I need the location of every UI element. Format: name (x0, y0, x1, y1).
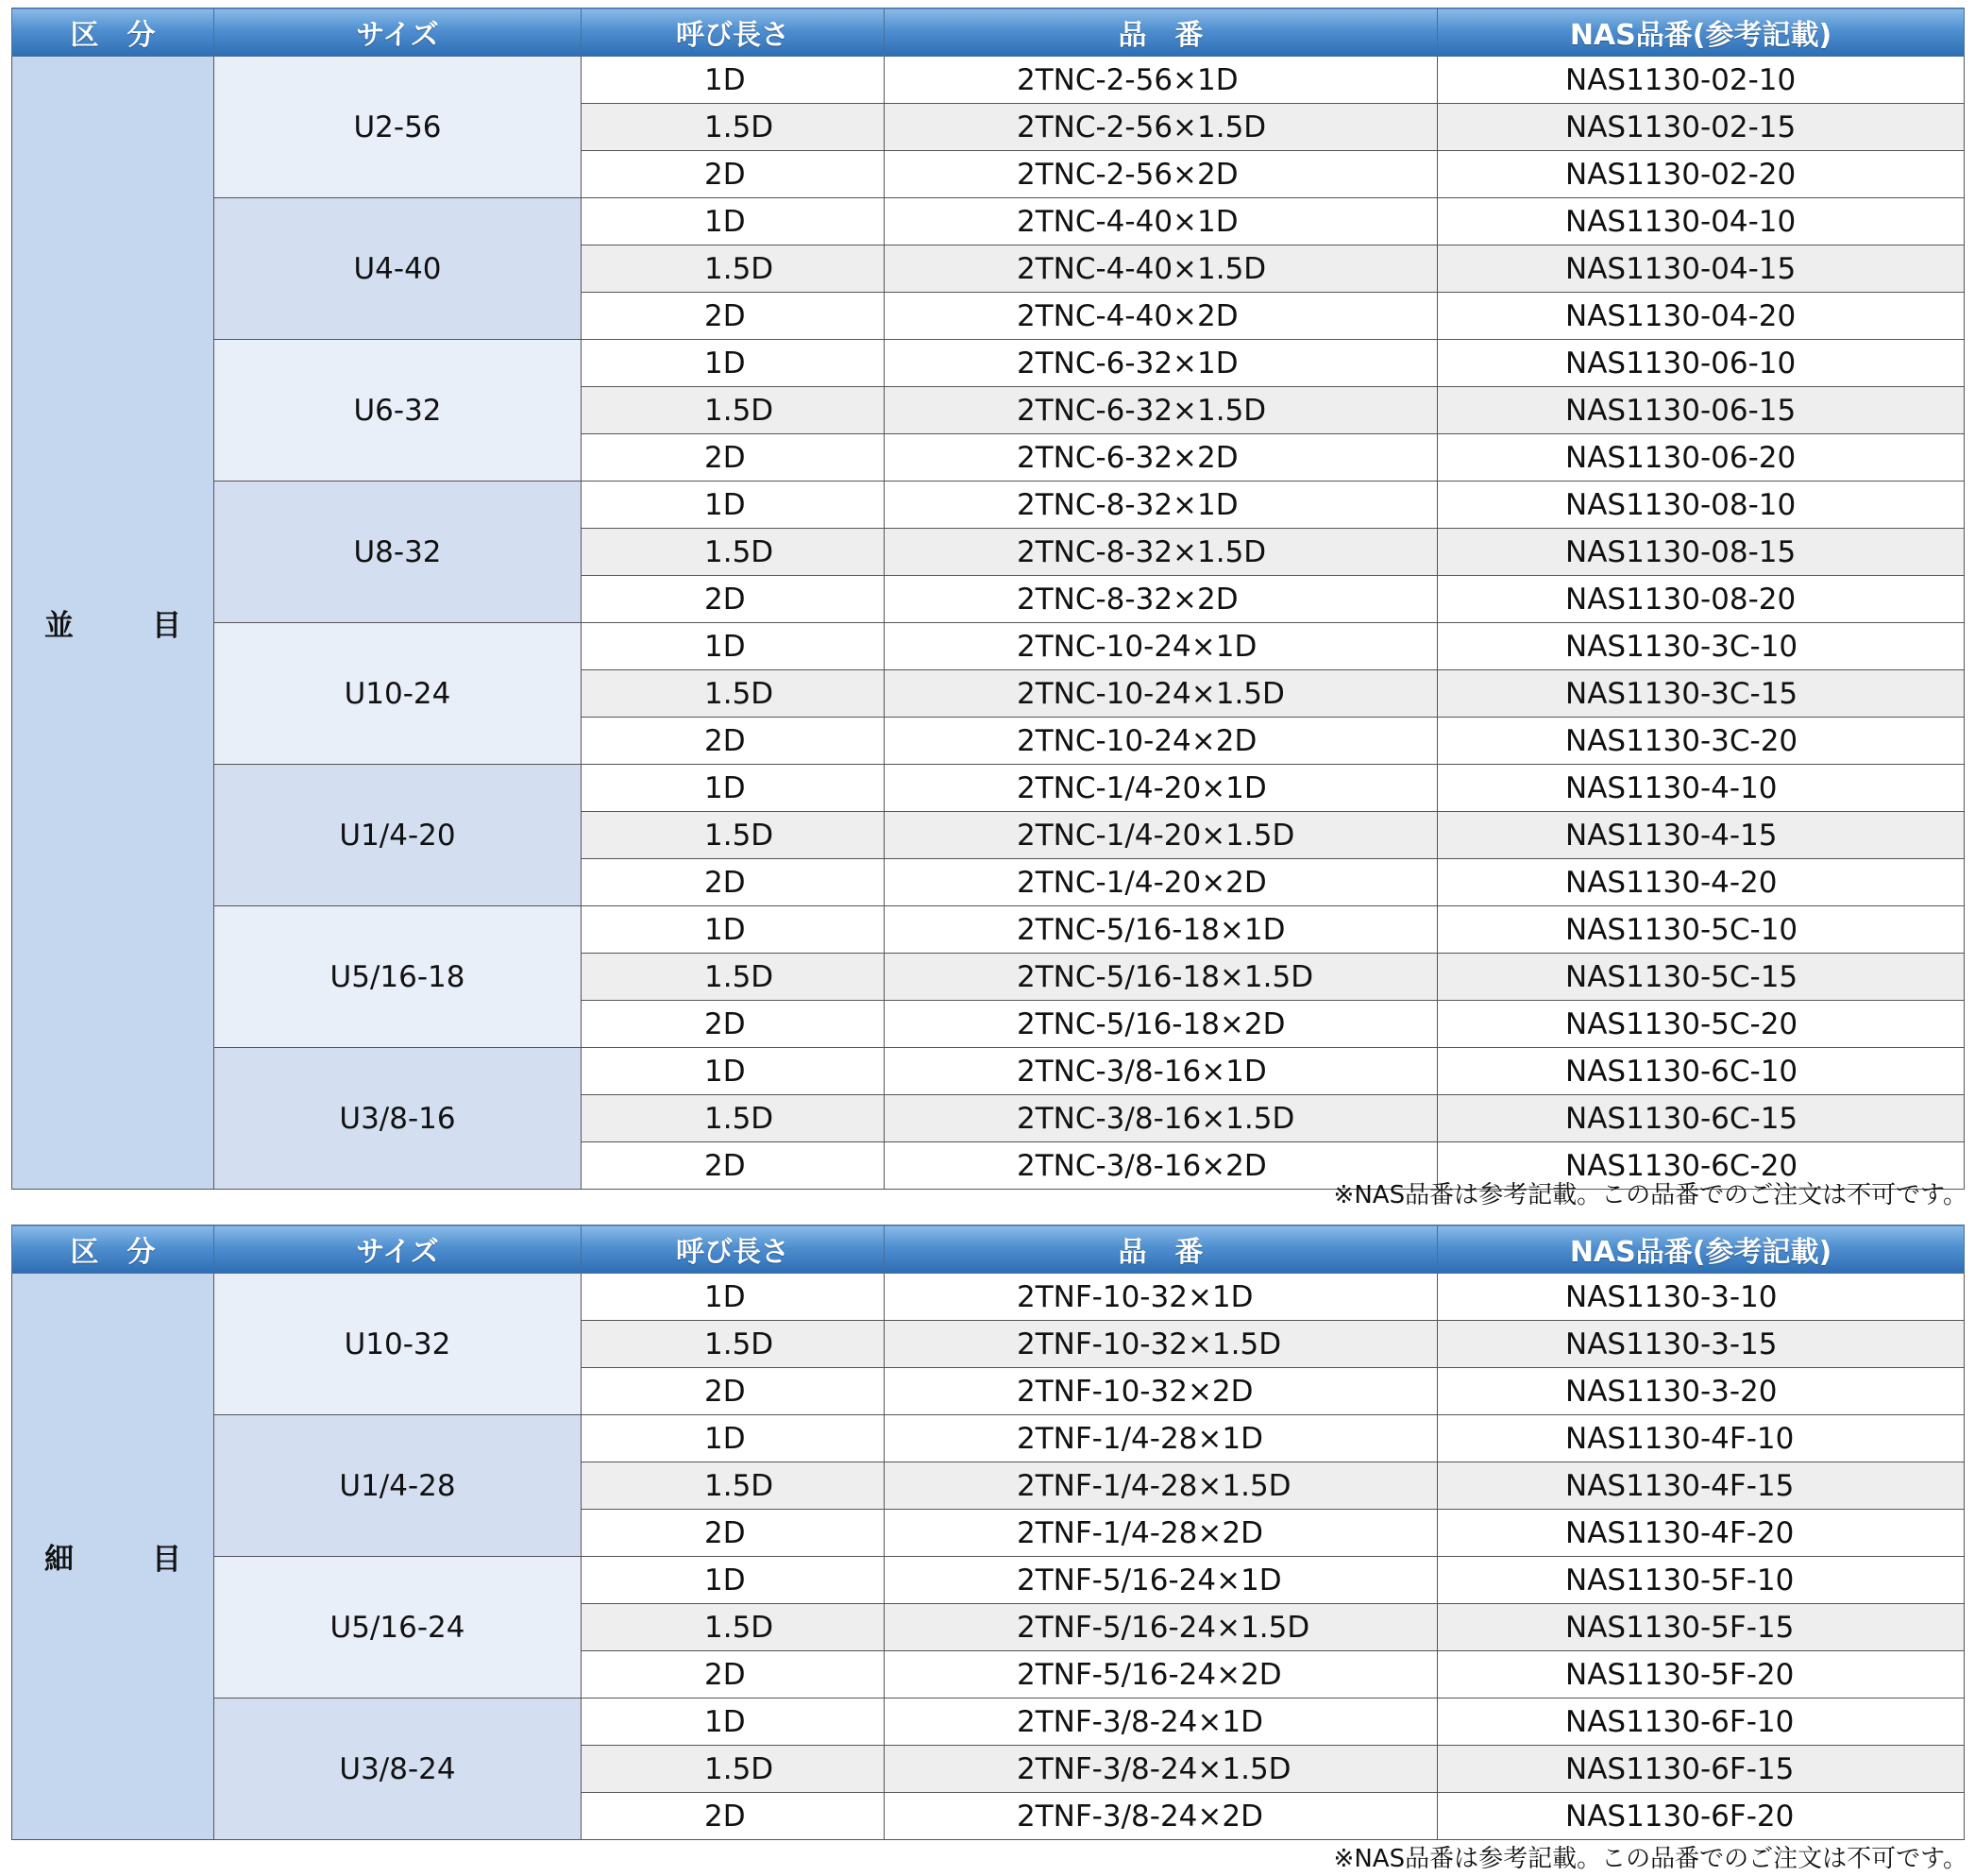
size-cell: U1/4-28 (214, 1415, 582, 1557)
category-cell: 細 目 (12, 1274, 214, 1840)
nas-part-number-cell: NAS1130-4-15 (1438, 812, 1965, 859)
nominal-length-cell: 1D (582, 623, 885, 670)
nominal-length-cell: 1D (582, 198, 885, 245)
header-part-number: 品 番 (885, 8, 1438, 57)
nas-part-number-cell: NAS1130-3-10 (1438, 1274, 1965, 1321)
category-cell: 並 目 (12, 57, 214, 1190)
part-number-cell: 2TNC-2-56×1.5D (885, 104, 1438, 151)
size-cell: U10-24 (214, 623, 582, 765)
nominal-length-cell: 2D (582, 1510, 885, 1557)
nas-part-number-cell: NAS1130-3C-20 (1438, 718, 1965, 765)
part-number-cell: 2TNF-3/8-24×1D (885, 1699, 1438, 1746)
part-number-cell: 2TNF-10-32×1.5D (885, 1321, 1438, 1368)
nominal-length-cell: 1D (582, 57, 885, 104)
size-cell: U3/8-16 (214, 1048, 582, 1190)
nas-part-number-cell: NAS1130-08-15 (1438, 529, 1965, 576)
nominal-length-cell: 1.5D (582, 1095, 885, 1142)
size-cell: U5/16-18 (214, 906, 582, 1048)
nominal-length-cell: 1.5D (582, 387, 885, 434)
part-number-cell: 2TNF-5/16-24×1D (885, 1557, 1438, 1604)
nominal-length-cell: 1D (582, 1415, 885, 1462)
nas-part-number-cell: NAS1130-04-15 (1438, 245, 1965, 293)
nominal-length-cell: 1D (582, 482, 885, 529)
nominal-length-cell: 1.5D (582, 104, 885, 151)
part-number-cell: 2TNC-6-32×2D (885, 434, 1438, 482)
part-number-cell: 2TNC-3/8-16×1D (885, 1048, 1438, 1095)
nominal-length-cell: 1.5D (582, 954, 885, 1001)
table-row (12, 482, 1965, 529)
footnote: ※NAS品番は参考記載。この品番でのご注文は不可です。 (1333, 1181, 1967, 1209)
header-category: 区 分 (12, 1225, 214, 1274)
size-cell: U10-32 (214, 1274, 582, 1415)
part-number-cell: 2TNF-3/8-24×1.5D (885, 1746, 1438, 1793)
nominal-length-cell: 2D (582, 151, 885, 198)
part-number-cell: 2TNC-4-40×2D (885, 293, 1438, 340)
nas-part-number-cell: NAS1130-02-10 (1438, 57, 1965, 104)
nominal-length-cell: 2D (582, 1142, 885, 1190)
part-number-cell: 2TNF-1/4-28×1.5D (885, 1462, 1438, 1510)
nas-part-number-cell: NAS1130-5C-10 (1438, 906, 1965, 954)
nas-part-number-cell: NAS1130-4F-10 (1438, 1415, 1965, 1462)
header-size: サイズ (214, 1225, 582, 1274)
nominal-length-cell: 2D (582, 1651, 885, 1699)
size-cell: U2-56 (214, 57, 582, 198)
part-number-cell: 2TNC-8-32×1D (885, 482, 1438, 529)
nominal-length-cell: 1.5D (582, 670, 885, 718)
header-nas-part-number: NAS品番(参考記載) (1438, 8, 1965, 57)
nas-part-number-cell: NAS1130-6F-20 (1438, 1793, 1965, 1840)
header-nominal-length: 呼び長さ (582, 1225, 885, 1274)
nominal-length-cell: 2D (582, 434, 885, 482)
nas-part-number-cell: NAS1130-6C-10 (1438, 1048, 1965, 1095)
table-row (12, 198, 1965, 245)
header-category: 区 分 (12, 8, 214, 57)
part-number-cell: 2TNC-4-40×1.5D (885, 245, 1438, 293)
footnote: ※NAS品番は参考記載。この品番でのご注文は不可です。 (1333, 1845, 1967, 1873)
part-number-cell: 2TNC-8-32×1.5D (885, 529, 1438, 576)
nas-part-number-cell: NAS1130-4-20 (1438, 859, 1965, 906)
part-number-cell: 2TNC-1/4-20×2D (885, 859, 1438, 906)
table-row (12, 1699, 1965, 1746)
part-number-cell: 2TNC-10-24×2D (885, 718, 1438, 765)
part-number-cell: 2TNC-2-56×2D (885, 151, 1438, 198)
part-number-cell: 2TNC-1/4-20×1D (885, 765, 1438, 812)
nas-part-number-cell: NAS1130-02-20 (1438, 151, 1965, 198)
part-number-cell: 2TNC-5/16-18×1.5D (885, 954, 1438, 1001)
part-number-cell: 2TNF-5/16-24×1.5D (885, 1604, 1438, 1651)
nas-part-number-cell: NAS1130-4F-15 (1438, 1462, 1965, 1510)
nominal-length-cell: 1D (582, 1699, 885, 1746)
nominal-length-cell: 1.5D (582, 812, 885, 859)
nas-part-number-cell: NAS1130-06-20 (1438, 434, 1965, 482)
nominal-length-cell: 1.5D (582, 1462, 885, 1510)
table-row (12, 765, 1965, 812)
table-row (12, 1557, 1965, 1604)
nas-part-number-cell: NAS1130-04-10 (1438, 198, 1965, 245)
part-number-cell: 2TNF-1/4-28×1D (885, 1415, 1438, 1462)
header-nas-part-number: NAS品番(参考記載) (1438, 1225, 1965, 1274)
nominal-length-cell: 1D (582, 1048, 885, 1095)
nas-part-number-cell: NAS1130-04-20 (1438, 293, 1965, 340)
part-number-cell: 2TNC-10-24×1.5D (885, 670, 1438, 718)
nominal-length-cell: 1.5D (582, 1746, 885, 1793)
part-number-cell: 2TNC-4-40×1D (885, 198, 1438, 245)
table-row (12, 1048, 1965, 1095)
table-row (12, 57, 1965, 104)
nominal-length-cell: 2D (582, 718, 885, 765)
nas-part-number-cell: NAS1130-3-15 (1438, 1321, 1965, 1368)
size-cell: U1/4-20 (214, 765, 582, 906)
nominal-length-cell: 2D (582, 1001, 885, 1048)
part-number-cell: 2TNF-10-32×2D (885, 1368, 1438, 1415)
nas-part-number-cell: NAS1130-5F-10 (1438, 1557, 1965, 1604)
table-row (12, 623, 1965, 670)
nas-part-number-cell: NAS1130-5C-20 (1438, 1001, 1965, 1048)
part-number-cell: 2TNC-5/16-18×2D (885, 1001, 1438, 1048)
nas-part-number-cell: NAS1130-5C-15 (1438, 954, 1965, 1001)
nas-part-number-cell: NAS1130-6F-10 (1438, 1699, 1965, 1746)
nas-part-number-cell: NAS1130-5F-20 (1438, 1651, 1965, 1699)
part-number-cell: 2TNF-10-32×1D (885, 1274, 1438, 1321)
nas-part-number-cell: NAS1130-5F-15 (1438, 1604, 1965, 1651)
part-number-cell: 2TNC-1/4-20×1.5D (885, 812, 1438, 859)
size-cell: U3/8-24 (214, 1699, 582, 1840)
part-number-cell: 2TNC-3/8-16×2D (885, 1142, 1438, 1190)
header-row (12, 1225, 1965, 1274)
part-number-cell: 2TNF-3/8-24×2D (885, 1793, 1438, 1840)
fine-thread-table (11, 1225, 1965, 1840)
nominal-length-cell: 1D (582, 340, 885, 387)
part-number-cell: 2TNC-6-32×1D (885, 340, 1438, 387)
size-cell: U5/16-24 (214, 1557, 582, 1699)
nas-part-number-cell: NAS1130-6C-15 (1438, 1095, 1965, 1142)
nominal-length-cell: 1.5D (582, 1321, 885, 1368)
nas-part-number-cell: NAS1130-06-10 (1438, 340, 1965, 387)
nominal-length-cell: 1.5D (582, 529, 885, 576)
header-part-number: 品 番 (885, 1225, 1438, 1274)
part-number-cell: 2TNC-3/8-16×1.5D (885, 1095, 1438, 1142)
size-cell: U8-32 (214, 482, 582, 623)
nominal-length-cell: 2D (582, 293, 885, 340)
part-number-cell: 2TNC-5/16-18×1D (885, 906, 1438, 954)
nominal-length-cell: 2D (582, 1793, 885, 1840)
nas-part-number-cell: NAS1130-6C-20 (1438, 1142, 1965, 1190)
nominal-length-cell: 1D (582, 765, 885, 812)
nominal-length-cell: 2D (582, 1368, 885, 1415)
size-cell: U6-32 (214, 340, 582, 482)
nas-part-number-cell: NAS1130-3-20 (1438, 1368, 1965, 1415)
table-row (12, 340, 1965, 387)
nas-part-number-cell: NAS1130-3C-15 (1438, 670, 1965, 718)
part-number-cell: 2TNC-10-24×1D (885, 623, 1438, 670)
nominal-length-cell: 2D (582, 576, 885, 623)
nominal-length-cell: 1.5D (582, 245, 885, 293)
part-number-cell: 2TNC-6-32×1.5D (885, 387, 1438, 434)
nominal-length-cell: 2D (582, 859, 885, 906)
table-row (12, 1415, 1965, 1462)
table-row (12, 1274, 1965, 1321)
coarse-thread-table (11, 8, 1965, 1190)
part-number-cell: 2TNC-2-56×1D (885, 57, 1438, 104)
nominal-length-cell: 1D (582, 1557, 885, 1604)
table-row (12, 906, 1965, 954)
header-size: サイズ (214, 8, 582, 57)
nominal-length-cell: 1.5D (582, 1604, 885, 1651)
nas-part-number-cell: NAS1130-08-20 (1438, 576, 1965, 623)
nas-part-number-cell: NAS1130-3C-10 (1438, 623, 1965, 670)
nas-part-number-cell: NAS1130-4F-20 (1438, 1510, 1965, 1557)
nas-part-number-cell: NAS1130-02-15 (1438, 104, 1965, 151)
part-number-cell: 2TNC-8-32×2D (885, 576, 1438, 623)
nas-part-number-cell: NAS1130-08-10 (1438, 482, 1965, 529)
header-row (12, 8, 1965, 57)
part-number-cell: 2TNF-5/16-24×2D (885, 1651, 1438, 1699)
nominal-length-cell: 1D (582, 1274, 885, 1321)
size-cell: U4-40 (214, 198, 582, 340)
nominal-length-cell: 1D (582, 906, 885, 954)
nas-part-number-cell: NAS1130-4-10 (1438, 765, 1965, 812)
nas-part-number-cell: NAS1130-06-15 (1438, 387, 1965, 434)
header-nominal-length: 呼び長さ (582, 8, 885, 57)
part-number-cell: 2TNF-1/4-28×2D (885, 1510, 1438, 1557)
nas-part-number-cell: NAS1130-6F-15 (1438, 1746, 1965, 1793)
